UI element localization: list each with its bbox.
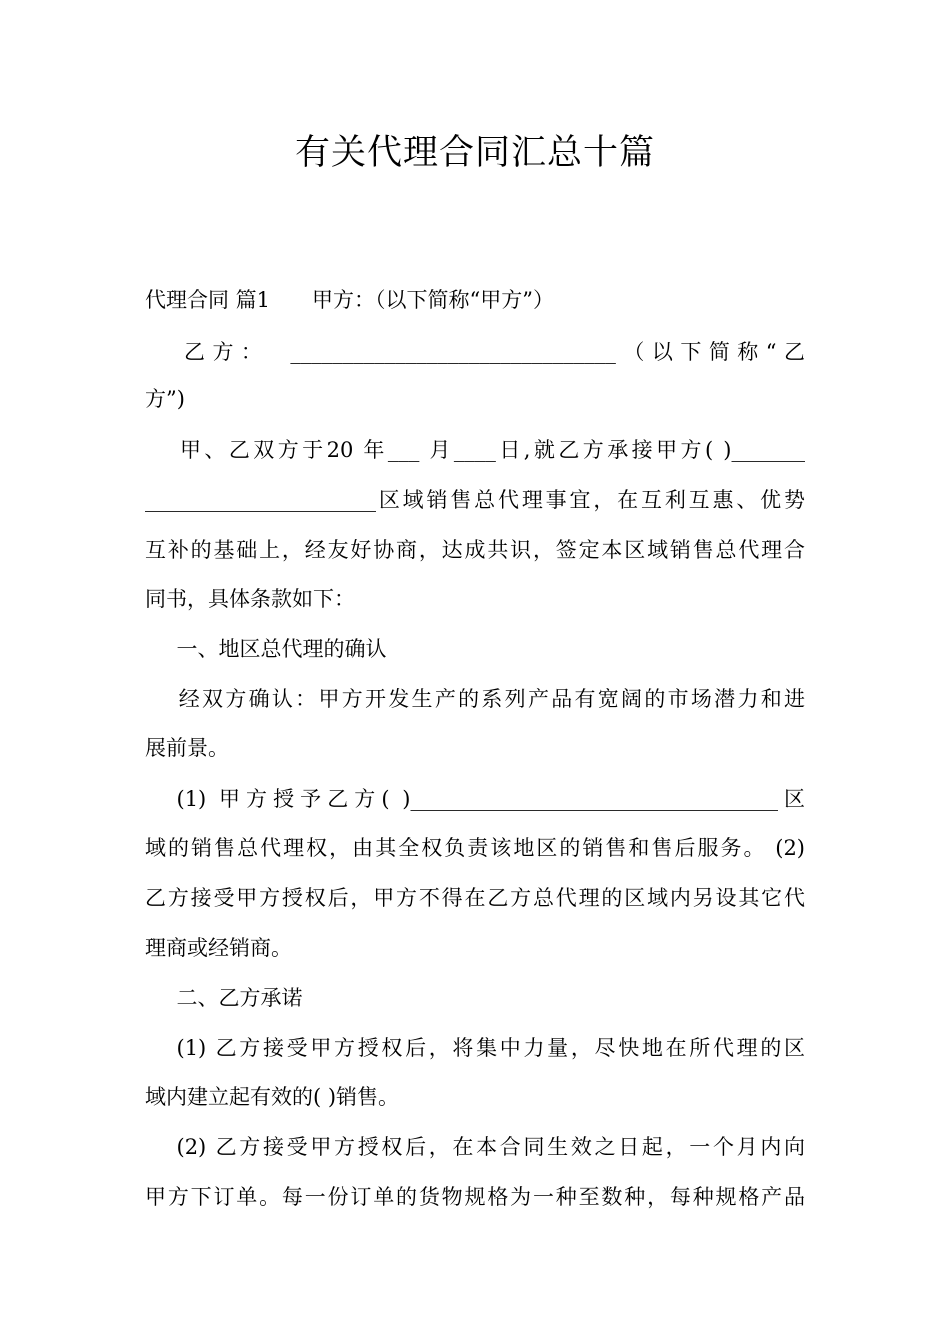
body-line: 甲、乙双方于20 年___ 月____日,就乙方承接甲方( )_______ (145, 438, 805, 462)
body-line: 同书，具体条款如下： (145, 587, 355, 611)
body-line: (2) 乙方接受甲方授权后，在本合同生效之日起，一个月内向 (145, 1135, 805, 1159)
body-line: 经双方确认：甲方开发生产的系列产品有宽阔的市场潜力和进 (145, 687, 805, 711)
body-line: 乙方： _______________________________（以下简称“乙 (145, 340, 805, 364)
body-line: 域内建立起有效的( )销售。 (145, 1085, 400, 1109)
body-line: 甲方下订单。每一份订单的货物规格为一种至数种，每种规格产品 (145, 1185, 805, 1209)
body-line: 展前景。 (145, 736, 229, 760)
body-line: 代理合同 篇1 甲方：（以下简称“甲方”） (145, 288, 555, 312)
body-line: 方”) (145, 387, 185, 411)
document-title: 有关代理合同汇总十篇 (294, 133, 655, 173)
section-heading: 一、地区总代理的确认 (145, 637, 387, 661)
body-line: (1) 甲方授予乙方( )___________________________________区 (145, 787, 805, 811)
body-line: 乙方接受甲方授权后，甲方不得在乙方总代理的区域内另设其它代 (145, 886, 805, 910)
body-line: ______________________区域销售总代理事宜，在互利互惠、优势 (145, 488, 805, 512)
body-line: 理商或经销商。 (145, 936, 292, 960)
body-line: (1) 乙方接受甲方授权后，将集中力量，尽快地在所代理的区 (145, 1036, 805, 1060)
body-line: 互补的基础上，经友好协商，达成共识，签定本区域销售总代理合 (145, 538, 805, 562)
section-heading: 二、乙方承诺 (145, 986, 303, 1010)
body-line: 域的销售总代理权，由其全权负责该地区的销售和售后服务。 (2) (145, 836, 805, 860)
